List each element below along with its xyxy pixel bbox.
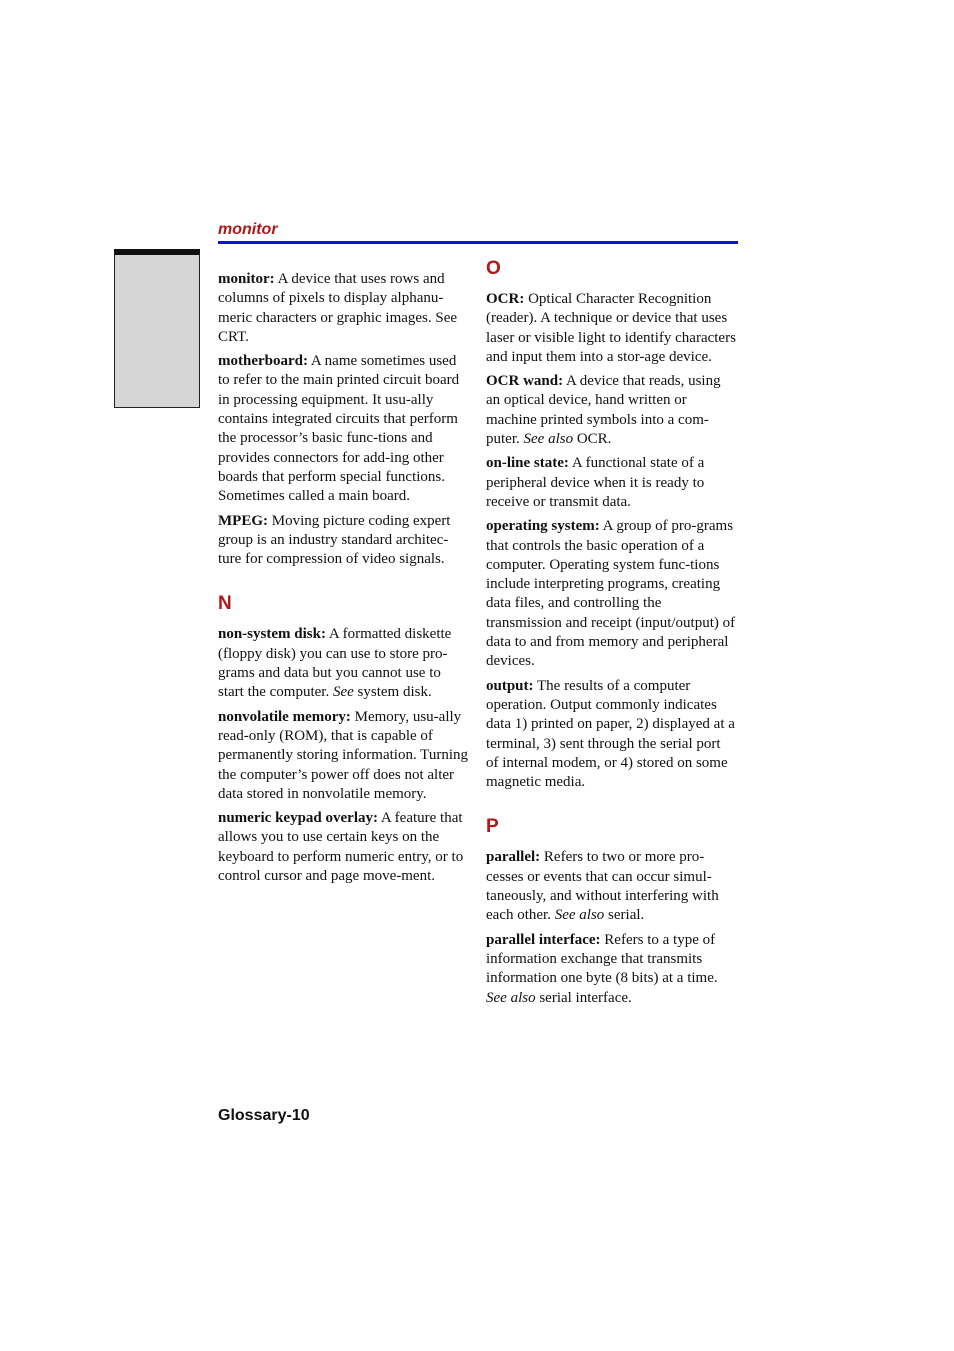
definition: A formatted diskette (floppy disk) you can use to store pro-grams and data but you cannot use to start the computer. bbox=[218, 626, 452, 701]
see-reference: See also bbox=[523, 431, 574, 448]
term: operating system: bbox=[486, 518, 600, 535]
glossary-entry-numeric-keypad-overlay bbox=[218, 809, 468, 886]
right-column bbox=[486, 258, 736, 1013]
term: nonvolatile memory: bbox=[218, 708, 351, 725]
side-thumb-tab bbox=[114, 249, 200, 408]
glossary-entry-nonvolatile-memory bbox=[218, 708, 468, 804]
page-number: Glossary-10 bbox=[218, 1107, 310, 1124]
definition: A device that uses rows and columns of pixels to display alphanu-meric characters or graphic images. See CRT. bbox=[218, 271, 458, 345]
definition: A group of pro-grams that controls the basic operation of a computer. Operating system func-tions include interpreting programs, creating data files, and controlling the transmission and receipt (input/output) of data to and from memory and peripheral devices. bbox=[486, 518, 736, 670]
term: parallel: bbox=[486, 849, 541, 866]
glossary-entry-ocr-wand bbox=[486, 372, 736, 449]
glossary-entry-operating-system bbox=[486, 517, 736, 671]
header-rule bbox=[218, 241, 738, 244]
definition-tail: OCR. bbox=[573, 431, 612, 448]
glossary-entry-motherboard bbox=[218, 352, 468, 506]
term: parallel interface: bbox=[486, 931, 601, 948]
see-reference: See also bbox=[554, 907, 605, 924]
glossary-entry-monitor bbox=[218, 270, 468, 347]
definition: A functional state of a peripheral device when it is ready to receive or transmit data. bbox=[486, 455, 705, 510]
term: motherboard: bbox=[218, 353, 308, 370]
definition-tail: system disk. bbox=[353, 684, 432, 701]
definition: The results of a computer operation. Output commonly indicates data 1) printed on paper, 2) displayed at a terminal, 3) sent through the serial port of internal modem, or 4) stored on some magnetic media. bbox=[486, 677, 735, 791]
term: OCR wand: bbox=[486, 373, 564, 390]
definition-tail: serial. bbox=[604, 907, 645, 924]
definition: Refers to a type of information exchange that transmits information one byte (8 bits) at a time. bbox=[486, 931, 718, 987]
term: numeric keypad overlay: bbox=[218, 810, 378, 827]
left-column bbox=[218, 270, 468, 891]
term: monitor: bbox=[218, 271, 275, 287]
term: on-line state: bbox=[486, 455, 569, 472]
definition: Moving picture coding expert group is an industry standard architec-ture for compression of video signals. bbox=[218, 512, 451, 568]
glossary-entry-ocr bbox=[486, 290, 736, 367]
definition: Optical Character Recognition (reader). A technique or device that uses laser or visible light to identify characters and input them into a stor-age device. bbox=[486, 291, 736, 365]
see-reference: See also bbox=[486, 989, 536, 1006]
glossary-entry-non-system-disk bbox=[218, 625, 468, 702]
see-reference: See bbox=[332, 684, 354, 701]
section-heading-n: N bbox=[218, 593, 232, 615]
definition: Memory, usu-ally read-only (ROM), that is capable of permanently storing information. Turning the computer’s power off does not alter data stored in nonvolatile memory. bbox=[218, 708, 468, 802]
glossary-entry-mpeg bbox=[218, 512, 468, 570]
section-heading-p: P bbox=[486, 816, 499, 838]
running-head: monitor bbox=[218, 221, 278, 238]
glossary-entry-on-line-state bbox=[486, 454, 736, 512]
definition: A device that reads, using an optical device, hand written or machine printed symbols into a com-puter. bbox=[486, 373, 721, 448]
glossary-entry-output bbox=[486, 677, 736, 793]
definition: A feature that allows you to use certain keys on the keyboard to perform numeric entry, or to control cursor and page move-ment. bbox=[218, 810, 464, 885]
section-heading-o: O bbox=[486, 258, 501, 279]
term: OCR: bbox=[486, 291, 525, 307]
definition: Refers to two or more pro-cesses or events that can occur simul-taneously, and without interfering with each other. bbox=[486, 849, 719, 924]
glossary-entry-parallel bbox=[486, 848, 736, 925]
definition-tail: serial interface. bbox=[535, 989, 632, 1006]
glossary-entry-parallel-interface bbox=[486, 931, 736, 1008]
term: output: bbox=[486, 677, 534, 694]
term: non-system disk: bbox=[218, 626, 326, 643]
term: MPEG: bbox=[218, 512, 268, 529]
definition: A name sometimes used to refer to the main printed circuit board in processing equipment. It usu-ally contains integrated circuits that perform the processor’s basic func-tions and provides connectors for add-ing other boards that perform special functions. Sometimes called a main board. bbox=[218, 353, 460, 505]
